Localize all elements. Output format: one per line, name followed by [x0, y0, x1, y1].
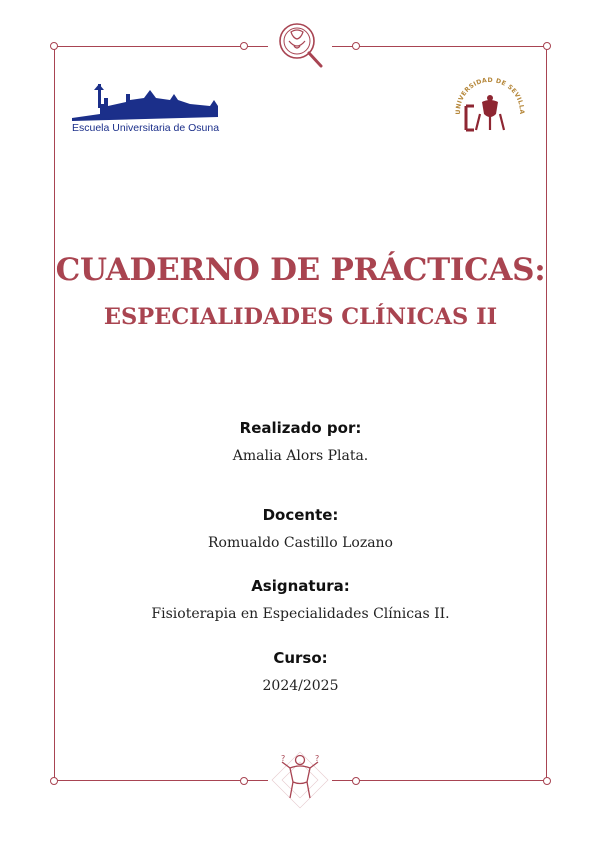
- course-label: Curso:: [273, 649, 328, 667]
- author-value: Amalia Alors Plata.: [232, 448, 369, 464]
- teacher-section: [54, 505, 547, 553]
- border-ornament-dot: [50, 777, 58, 785]
- border-ornament-dot: [543, 42, 551, 50]
- anatomy-magnifier-icon: [268, 14, 332, 78]
- escuela-osuna-logo-text: Escuela Universitaria de Osuna: [72, 122, 220, 134]
- subject-value: Fisioterapia en Especialidades Clínicas II.: [151, 606, 450, 622]
- svg-text:?: ?: [315, 754, 320, 763]
- teacher-value: Romualdo Castillo Lozano: [207, 535, 393, 551]
- subject-label: Asignatura:: [251, 577, 350, 595]
- course-section: [54, 648, 547, 696]
- author-label: Realizado por:: [239, 419, 362, 437]
- document-subtitle: ESPECIALIDADES CLÍNICAS II: [103, 304, 498, 330]
- svg-text:UNIVERSIDAD DE SEVILLA: UNIVERSIDAD DE SEVILLA: [454, 76, 526, 115]
- border-ornament-dot: [240, 42, 248, 50]
- author-section: [54, 418, 547, 466]
- svg-text:?: ?: [281, 754, 286, 763]
- subject-section: [54, 576, 547, 624]
- border-ornament-dot: [240, 777, 248, 785]
- border-ornament-dot: [50, 42, 58, 50]
- body-pain-icon: [268, 748, 332, 812]
- border-ornament-dot: [352, 777, 360, 785]
- border-ornament-dot: [352, 42, 360, 50]
- document-title: CUADERNO DE PRÁCTICAS:: [55, 252, 546, 288]
- course-value: 2024/2025: [262, 678, 339, 694]
- teacher-label: Docente:: [262, 506, 339, 524]
- universidad-sevilla-seal: [452, 72, 528, 138]
- border-ornament-dot: [543, 777, 551, 785]
